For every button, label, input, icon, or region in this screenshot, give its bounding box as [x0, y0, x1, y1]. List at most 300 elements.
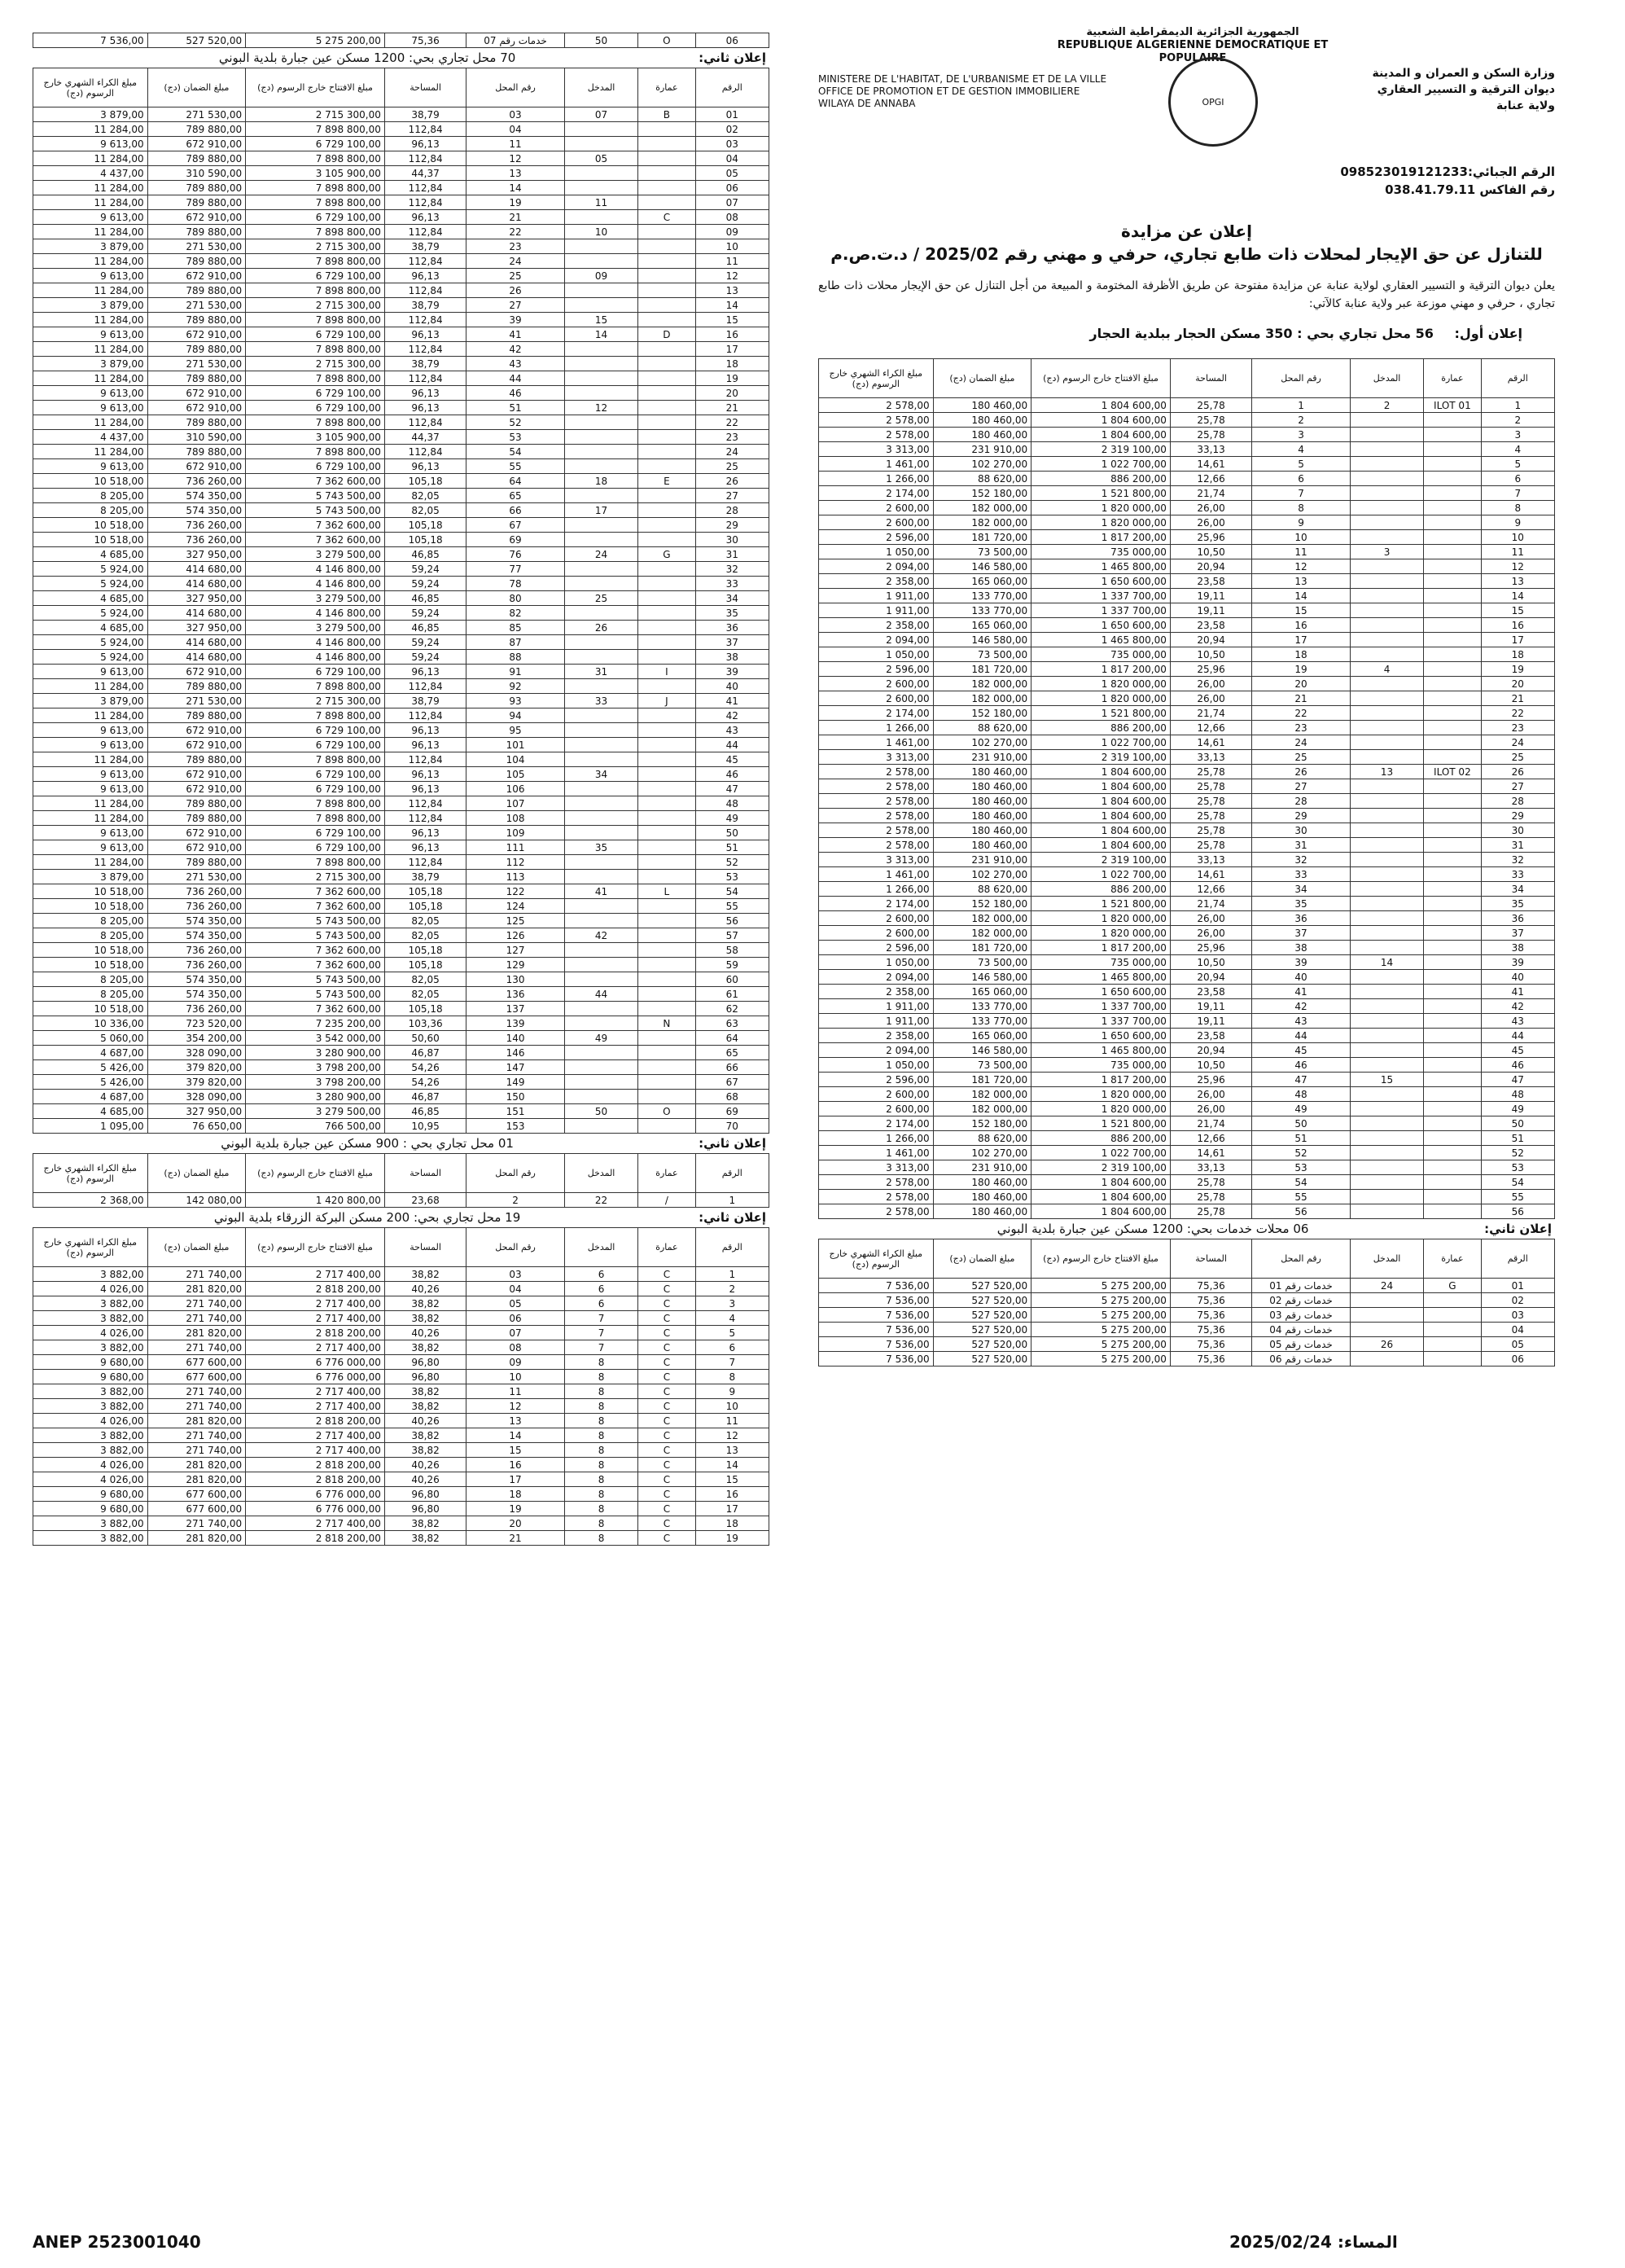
table-cell: 1 337 700,00: [1032, 589, 1171, 603]
table-cell: 1 521 800,00: [1032, 486, 1171, 501]
table-cell: [564, 1016, 637, 1031]
table-cell: 26: [564, 621, 637, 635]
table-cell: 7 898 800,00: [246, 796, 385, 811]
table-cell: 736 260,00: [147, 958, 246, 972]
table-cell: [564, 1046, 637, 1060]
table-cell: 736 260,00: [147, 518, 246, 533]
table-row: [33, 1090, 769, 1104]
table-cell: [1424, 662, 1481, 677]
table-cell: C: [638, 1282, 695, 1296]
table-cell: 37: [1481, 926, 1554, 941]
table-cell: 75,36: [384, 33, 466, 48]
table-cell: 52: [1481, 1146, 1554, 1160]
table-cell: 146 580,00: [933, 1043, 1032, 1058]
table-cell: [1424, 589, 1481, 603]
table-cell: 33: [695, 577, 769, 591]
table-cell: 527 520,00: [933, 1279, 1032, 1293]
table-cell: 2 319 100,00: [1032, 750, 1171, 765]
table-cell: 68: [695, 1090, 769, 1104]
table-cell: [1424, 501, 1481, 515]
table-cell: 19,11: [1170, 999, 1251, 1014]
table-cell: [638, 1090, 695, 1104]
table-cell: 7 898 800,00: [246, 811, 385, 826]
table-cell: 281 820,00: [147, 1458, 246, 1472]
table-cell: 16: [466, 1458, 565, 1472]
table-cell: 789 880,00: [147, 313, 246, 327]
table-cell: [1424, 706, 1481, 721]
column-header: المساحة: [384, 68, 466, 107]
table-cell: 15: [1481, 603, 1554, 618]
table-cell: 7 362 600,00: [246, 943, 385, 958]
table-row: [819, 677, 1555, 691]
table-cell: 101: [466, 738, 565, 752]
table-cell: 11 284,00: [33, 811, 148, 826]
table-cell: [1424, 809, 1481, 823]
table-cell: 27: [1252, 779, 1351, 794]
table-s3: [33, 1227, 769, 1546]
table-cell: 9 680,00: [33, 1355, 148, 1370]
table-cell: 6: [695, 1340, 769, 1355]
table-cell: 4 146 800,00: [246, 650, 385, 665]
table-cell: 2 717 400,00: [246, 1443, 385, 1458]
table-cell: 9 613,00: [33, 210, 148, 225]
table-cell: 4 146 800,00: [246, 635, 385, 650]
table-cell: 9 613,00: [33, 767, 148, 782]
table-cell: [1424, 442, 1481, 457]
table-cell: 8: [564, 1370, 637, 1384]
table-cell: 94: [466, 708, 565, 723]
table-cell: [1350, 574, 1423, 589]
table-row: [819, 1116, 1555, 1131]
table-cell: 18: [695, 357, 769, 371]
table-cell: 180 460,00: [933, 1204, 1032, 1219]
table-cell: 51: [1252, 1131, 1351, 1146]
table-cell: 182 000,00: [933, 926, 1032, 941]
table-cell: 574 350,00: [147, 987, 246, 1002]
table-cell: 85: [466, 621, 565, 635]
table-cell: 2 596,00: [819, 941, 934, 955]
table-cell: C: [638, 1355, 695, 1370]
table-cell: 1 022 700,00: [1032, 867, 1171, 882]
table-cell: ILOT 01: [1424, 398, 1481, 413]
table-cell: 46: [695, 767, 769, 782]
table-cell: 105,18: [384, 899, 466, 914]
table-cell: 7 536,00: [33, 33, 148, 48]
table-cell: 12: [1252, 559, 1351, 574]
table-cell: 47: [695, 782, 769, 796]
table-cell: 65: [466, 489, 565, 503]
table-cell: 25,96: [1170, 941, 1251, 955]
column-header: مبلغ الكراء الشهري خارج الرسوم (دج): [819, 1239, 934, 1279]
table-cell: 11 284,00: [33, 225, 148, 239]
table-cell: 80: [466, 591, 565, 606]
table-row: [33, 694, 769, 708]
table-cell: 3 882,00: [33, 1311, 148, 1326]
table-cell: 1 650 600,00: [1032, 985, 1171, 999]
table-cell: 152 180,00: [933, 1116, 1032, 1131]
table-cell: 886 200,00: [1032, 1131, 1171, 1146]
table-cell: [1424, 1087, 1481, 1102]
table-cell: [638, 855, 695, 870]
table-cell: [638, 826, 695, 840]
table-cell: 59,24: [384, 606, 466, 621]
table-cell: 281 820,00: [147, 1472, 246, 1487]
table-cell: 2 717 400,00: [246, 1516, 385, 1531]
table-cell: 4: [1350, 662, 1423, 677]
table-cell: 26: [695, 474, 769, 489]
table-cell: 96,13: [384, 738, 466, 752]
table-header-row: [819, 359, 1555, 398]
table-row: [33, 577, 769, 591]
column-header: عمارة: [638, 1228, 695, 1267]
table-cell: 3 882,00: [33, 1531, 148, 1546]
table-row: [819, 838, 1555, 853]
table-row: [33, 1326, 769, 1340]
table-cell: 2 717 400,00: [246, 1296, 385, 1311]
table-cell: 672 910,00: [147, 269, 246, 283]
table-cell: 50,60: [384, 1031, 466, 1046]
table-row: [33, 708, 769, 723]
table-cell: 59,24: [384, 577, 466, 591]
table-cell: 133 770,00: [933, 1014, 1032, 1029]
table-row: [33, 1031, 769, 1046]
table-cell: 327 950,00: [147, 547, 246, 562]
document-header: [818, 26, 1555, 358]
table-cell: [638, 298, 695, 313]
table-cell: 21,74: [1170, 897, 1251, 911]
anep-code: ANEP 2523001040: [33, 2232, 201, 2252]
table-cell: 1 521 800,00: [1032, 897, 1171, 911]
table-cell: 677 600,00: [147, 1502, 246, 1516]
table-row: [33, 430, 769, 445]
table-cell: 51: [695, 840, 769, 855]
column-header: المدخل: [564, 1228, 637, 1267]
table-cell: L: [638, 884, 695, 899]
table-cell: 1 911,00: [819, 1014, 934, 1029]
table-cell: 24: [564, 547, 637, 562]
column-header: رقم المحل: [1252, 1239, 1351, 1279]
table-cell: 77: [466, 562, 565, 577]
table-cell: 6 729 100,00: [246, 665, 385, 679]
table-cell: 4 437,00: [33, 430, 148, 445]
table-cell: 3 542 000,00: [246, 1031, 385, 1046]
table-cell: [1350, 735, 1423, 750]
table-cell: 672 910,00: [147, 723, 246, 738]
table-cell: 96,13: [384, 840, 466, 855]
table-cell: 47: [1481, 1073, 1554, 1087]
table-cell: 46,85: [384, 621, 466, 635]
table-cell: 105,18: [384, 1002, 466, 1016]
table-cell: 1 337 700,00: [1032, 999, 1171, 1014]
table-cell: 8: [564, 1384, 637, 1399]
table-cell: /: [638, 1193, 695, 1208]
table-cell: 327 950,00: [147, 1104, 246, 1119]
table-cell: 152 180,00: [933, 486, 1032, 501]
table-cell: 3: [1481, 428, 1554, 442]
table-cell: 34: [564, 767, 637, 782]
table-cell: [564, 708, 637, 723]
table-cell: 8: [564, 1443, 637, 1458]
table-cell: 20,94: [1170, 559, 1251, 574]
table-row: [33, 840, 769, 855]
table-cell: 271 740,00: [147, 1340, 246, 1355]
table-cell: 3 279 500,00: [246, 1104, 385, 1119]
table-cell: 271 530,00: [147, 107, 246, 122]
table-cell: 106: [466, 782, 565, 796]
table-cell: 6 729 100,00: [246, 723, 385, 738]
table-cell: 2 578,00: [819, 765, 934, 779]
table-cell: [638, 650, 695, 665]
table-cell: 17: [695, 342, 769, 357]
table-cell: [1424, 926, 1481, 941]
table-cell: [638, 943, 695, 958]
section-title: إعلان أول: 56 محل تجاري بحي : 350 مسكن الحجار ببلدية الحجار: [1089, 326, 1522, 341]
table-cell: 7 898 800,00: [246, 855, 385, 870]
table-cell: 44,37: [384, 166, 466, 181]
table-r2: [818, 1239, 1555, 1367]
table-cell: 4: [1252, 442, 1351, 457]
table-cell: 672 910,00: [147, 767, 246, 782]
table-cell: خدمات رقم 01: [1252, 1279, 1351, 1293]
section-title: إعلان ثاني: 19 محل تجاري بحي: 200 مسكن البركة الزرقاء بلدية البوني: [213, 1210, 766, 1225]
table-cell: [638, 489, 695, 503]
table-cell: 14,61: [1170, 1146, 1251, 1160]
table-row: [819, 559, 1555, 574]
table-cell: 36: [1252, 911, 1351, 926]
table-cell: [1350, 691, 1423, 706]
table-cell: 7 898 800,00: [246, 371, 385, 386]
table-cell: [1424, 486, 1481, 501]
table-cell: 2 818 200,00: [246, 1458, 385, 1472]
table-row: [819, 1190, 1555, 1204]
table-cell: 2 368,00: [33, 1193, 148, 1208]
table-cell: 414 680,00: [147, 577, 246, 591]
table-cell: 1 911,00: [819, 589, 934, 603]
table-cell: 7 536,00: [819, 1337, 934, 1352]
table-cell: 10: [1481, 530, 1554, 545]
table-cell: 271 740,00: [147, 1296, 246, 1311]
table-cell: 11: [466, 137, 565, 151]
table-cell: [1350, 618, 1423, 633]
table-cell: 271 530,00: [147, 239, 246, 254]
table-cell: [1424, 1204, 1481, 1219]
table-cell: 1: [695, 1193, 769, 1208]
table-cell: 21: [466, 210, 565, 225]
table-cell: 23,58: [1170, 574, 1251, 589]
table-cell: 88 620,00: [933, 882, 1032, 897]
table-cell: 181 720,00: [933, 1073, 1032, 1087]
table-cell: 06: [695, 181, 769, 195]
table-cell: 8: [1252, 501, 1351, 515]
table-cell: [638, 621, 695, 635]
table-cell: [1424, 1029, 1481, 1043]
table-cell: 96,80: [384, 1502, 466, 1516]
table-cell: C: [638, 210, 695, 225]
table-cell: 4 026,00: [33, 1282, 148, 1296]
table-cell: 51: [1481, 1131, 1554, 1146]
table-cell: [638, 459, 695, 474]
table-cell: 789 880,00: [147, 811, 246, 826]
table-cell: 672 910,00: [147, 386, 246, 401]
table-cell: [1350, 1175, 1423, 1190]
table-cell: 75,36: [1170, 1308, 1251, 1323]
table-cell: 281 820,00: [147, 1414, 246, 1428]
table-cell: 2 818 200,00: [246, 1472, 385, 1487]
table-cell: 10,50: [1170, 955, 1251, 970]
table-cell: 6 729 100,00: [246, 840, 385, 855]
table-cell: [1350, 530, 1423, 545]
table-cell: [1424, 1308, 1481, 1323]
table-cell: 105,18: [384, 958, 466, 972]
table-cell: 1 804 600,00: [1032, 838, 1171, 853]
table-cell: 4 026,00: [33, 1472, 148, 1487]
table-cell: [564, 445, 637, 459]
table-cell: 9 613,00: [33, 782, 148, 796]
table-row: [33, 239, 769, 254]
table-cell: 6 776 000,00: [246, 1370, 385, 1384]
table-cell: 18: [466, 1487, 565, 1502]
table-cell: 8 205,00: [33, 928, 148, 943]
table-row: [33, 1193, 769, 1208]
table-cell: 3 798 200,00: [246, 1060, 385, 1075]
table-cell: 281 820,00: [147, 1282, 246, 1296]
table-cell: 23: [695, 430, 769, 445]
table-cell: 42: [1481, 999, 1554, 1014]
table-cell: 736 260,00: [147, 899, 246, 914]
table-cell: [1424, 1190, 1481, 1204]
table-cell: 25,78: [1170, 779, 1251, 794]
table-cell: [1424, 779, 1481, 794]
table-cell: 41: [1481, 985, 1554, 999]
table-cell: G: [1424, 1279, 1481, 1293]
table-cell: [564, 430, 637, 445]
table-cell: [1350, 706, 1423, 721]
table-cell: 736 260,00: [147, 884, 246, 899]
table-cell: 1 465 800,00: [1032, 559, 1171, 574]
table-cell: 23,58: [1170, 618, 1251, 633]
table-cell: 8: [564, 1502, 637, 1516]
table-cell: 18: [1252, 647, 1351, 662]
table-cell: 49: [695, 811, 769, 826]
table-cell: 25,96: [1170, 662, 1251, 677]
column-header: المساحة: [1170, 1239, 1251, 1279]
table-cell: 1 804 600,00: [1032, 413, 1171, 428]
table-cell: 19,11: [1170, 589, 1251, 603]
table-cell: 41: [466, 327, 565, 342]
table-cell: 7 898 800,00: [246, 283, 385, 298]
table-cell: [1424, 1131, 1481, 1146]
table-cell: [1350, 413, 1423, 428]
table-cell: 03: [1481, 1308, 1554, 1323]
table-row: [819, 970, 1555, 985]
table-cell: 96,13: [384, 401, 466, 415]
table-cell: [1350, 1190, 1423, 1204]
table-cell: 4 437,00: [33, 166, 148, 181]
table-cell: [564, 738, 637, 752]
table-cell: 6: [564, 1296, 637, 1311]
column-header: المساحة: [384, 1228, 466, 1267]
table-cell: 1 521 800,00: [1032, 706, 1171, 721]
table-cell: 180 460,00: [933, 765, 1032, 779]
table-cell: 17: [1252, 633, 1351, 647]
table-cell: [638, 401, 695, 415]
table-cell: 14: [466, 1428, 565, 1443]
table-cell: [638, 151, 695, 166]
table-cell: 146 580,00: [933, 559, 1032, 574]
table-row: [33, 972, 769, 987]
table-row: [33, 811, 769, 826]
table-cell: 26: [1350, 1337, 1423, 1352]
table-cell: C: [638, 1399, 695, 1414]
table-cell: C: [638, 1414, 695, 1428]
table-cell: [1350, 970, 1423, 985]
table-cell: 112,84: [384, 342, 466, 357]
table-cell: 27: [695, 489, 769, 503]
table-cell: 327 950,00: [147, 621, 246, 635]
table-cell: 82,05: [384, 972, 466, 987]
table-cell: 9: [1481, 515, 1554, 530]
table-cell: [1350, 838, 1423, 853]
table-cell: 112,84: [384, 796, 466, 811]
table-cell: 07: [564, 107, 637, 122]
table-cell: 112,84: [384, 752, 466, 767]
table-cell: C: [638, 1267, 695, 1282]
table-cell: 11: [1481, 545, 1554, 559]
table-cell: 12,66: [1170, 472, 1251, 486]
table-cell: 38,82: [384, 1443, 466, 1458]
table-cell: 7 536,00: [819, 1293, 934, 1308]
table-cell: 7 362 600,00: [246, 958, 385, 972]
column-header: عمارة: [1424, 359, 1481, 398]
table-cell: 7 536,00: [819, 1279, 934, 1293]
table-cell: 8: [564, 1458, 637, 1472]
table-row: [33, 1075, 769, 1090]
table-cell: 3 879,00: [33, 694, 148, 708]
table-row: [33, 371, 769, 386]
table-cell: [1350, 1146, 1423, 1160]
table-cell: 112,84: [384, 181, 466, 195]
table-cell: 137: [466, 1002, 565, 1016]
table-cell: 69: [466, 533, 565, 547]
table-cell: [564, 899, 637, 914]
table-cell: 15: [1252, 603, 1351, 618]
table-cell: 67: [466, 518, 565, 533]
table-cell: 6 776 000,00: [246, 1355, 385, 1370]
table-cell: 2 715 300,00: [246, 298, 385, 313]
table-row: [33, 679, 769, 694]
table-cell: 41: [1252, 985, 1351, 999]
table-cell: 7 898 800,00: [246, 679, 385, 694]
table-cell: 4 146 800,00: [246, 577, 385, 591]
table-cell: 6 729 100,00: [246, 386, 385, 401]
table-row: [819, 501, 1555, 515]
table-cell: 38,82: [384, 1428, 466, 1443]
table-cell: 271 740,00: [147, 1311, 246, 1326]
table-cell: 1 050,00: [819, 955, 934, 970]
table-cell: [1350, 1029, 1423, 1043]
table-cell: 20: [695, 386, 769, 401]
table-cell: 66: [695, 1060, 769, 1075]
table-cell: 96,80: [384, 1370, 466, 1384]
table-cell: 105,18: [384, 474, 466, 489]
table-cell: 1 465 800,00: [1032, 1043, 1171, 1058]
table-cell: 46,87: [384, 1090, 466, 1104]
table-cell: [1350, 823, 1423, 838]
table-cell: 271 530,00: [147, 870, 246, 884]
table-cell: [1350, 911, 1423, 926]
table-row: [33, 606, 769, 621]
table-cell: 51: [466, 401, 565, 415]
